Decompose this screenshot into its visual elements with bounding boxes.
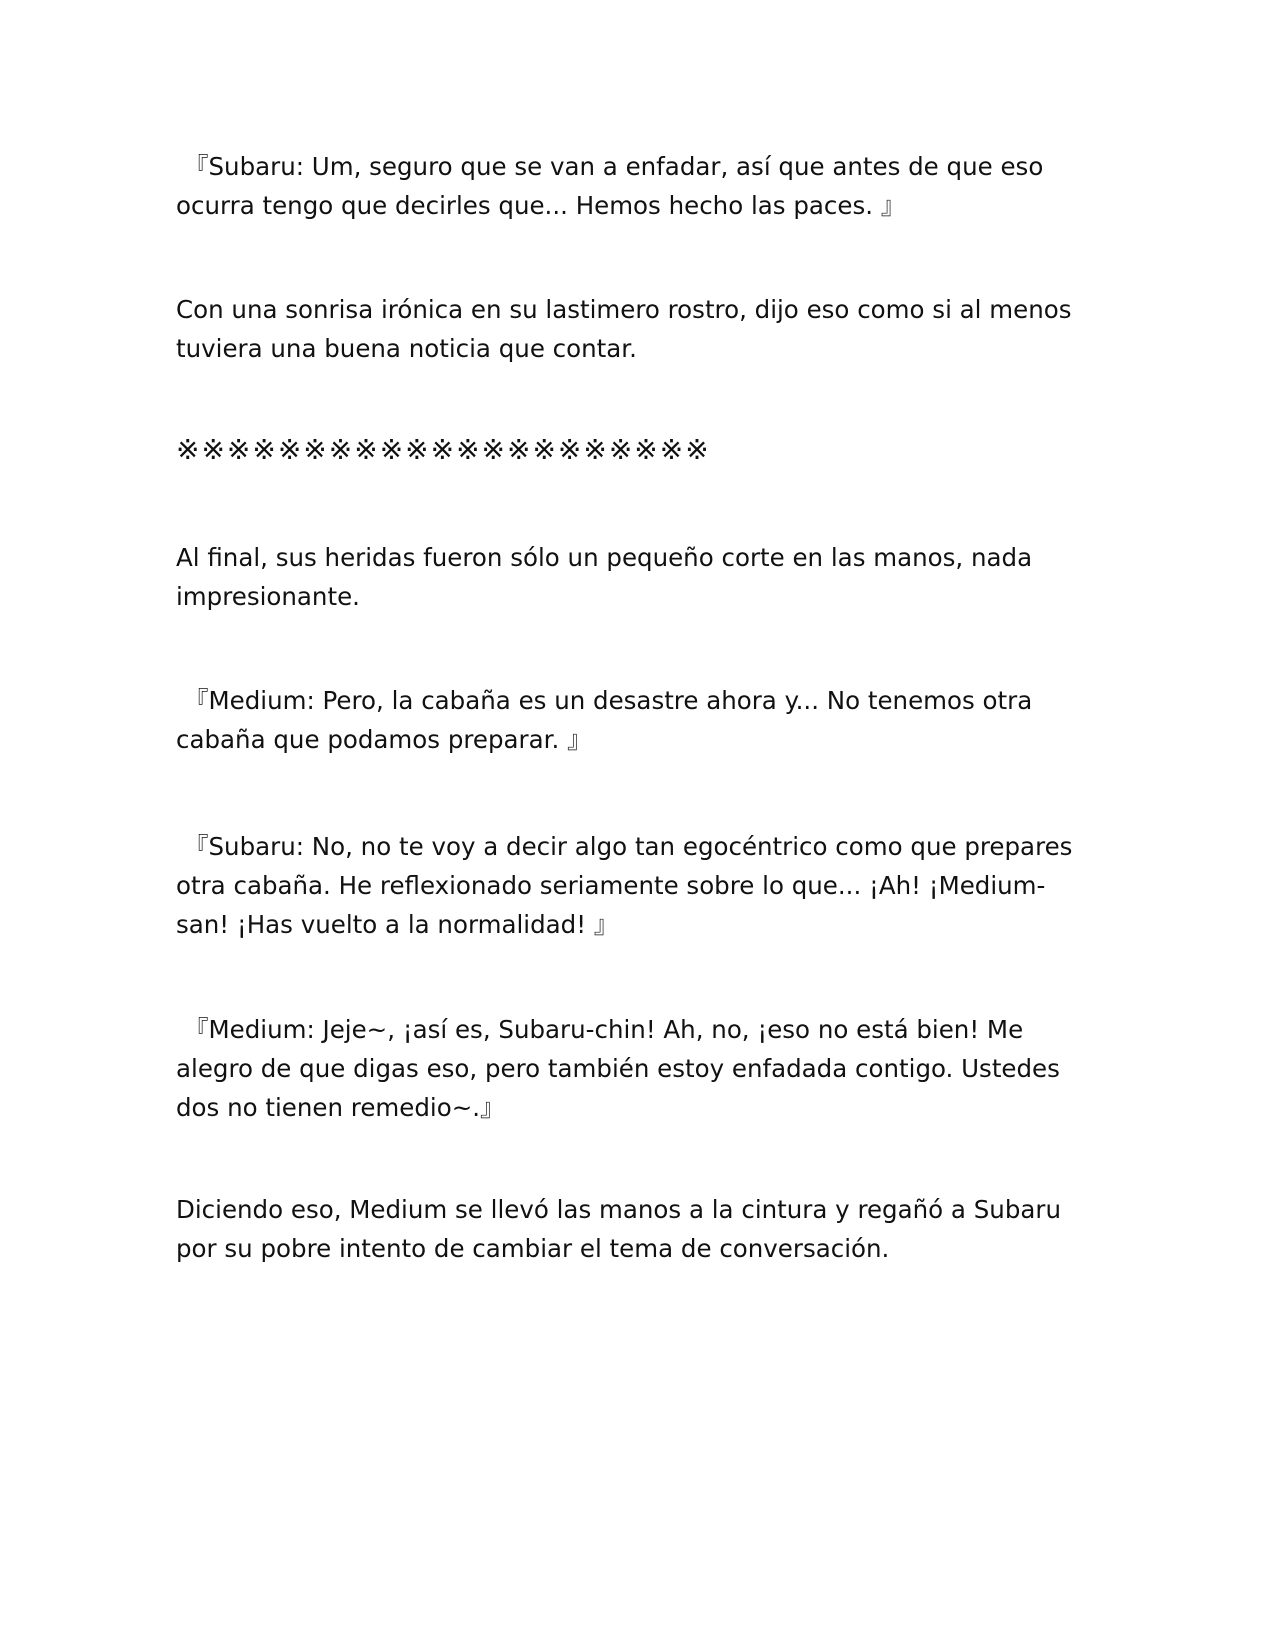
- narration-injuries: Al final, sus heridas fueron sólo un pequeño corte en las manos, nada impresionante.: [176, 543, 1033, 611]
- dialogue-medium-jeje: 『Medium: Jeje~, ¡así es, Subaru-chin! Ah, no, ¡eso no está bien! Me alegro de que digas eso, pero también estoy enfadada contigo. Ustedes dos no tienen remedio~.』: [176, 1015, 1060, 1122]
- narration-scolding: Diciendo eso, Medium se llevó las manos a la cintura y regañó a Subaru por su pobre intento de cambiar el tema de conversación.: [176, 1195, 1061, 1263]
- dialogue-subaru-apology: 『Subaru: Um, seguro que se van a enfadar, así que antes de que eso ocurra tengo que decirles que... Hemos hecho las paces. 』: [176, 152, 1044, 220]
- dialogue-medium-cabin: 『Medium: Pero, la cabaña es un desastre ahora y... No tenemos otra cabaña que podamos preparar. 』: [176, 686, 1033, 754]
- narration-ironic-smile: Con una sonrisa irónica en su lastimero rostro, dijo eso como si al menos tuviera una buena noticia que contar.: [176, 295, 1072, 363]
- scene-separator: ※※※※※※※※※※※※※※※※※※※※※: [176, 433, 711, 466]
- dialogue-subaru-reflection: 『Subaru: No, no te voy a decir algo tan egocéntrico como que prepares otra cabaña. He reflexionado seriamente sobre lo que... ¡Ah! ¡Medium-san! ¡Has vuelto a la normalidad! 』: [176, 832, 1073, 939]
